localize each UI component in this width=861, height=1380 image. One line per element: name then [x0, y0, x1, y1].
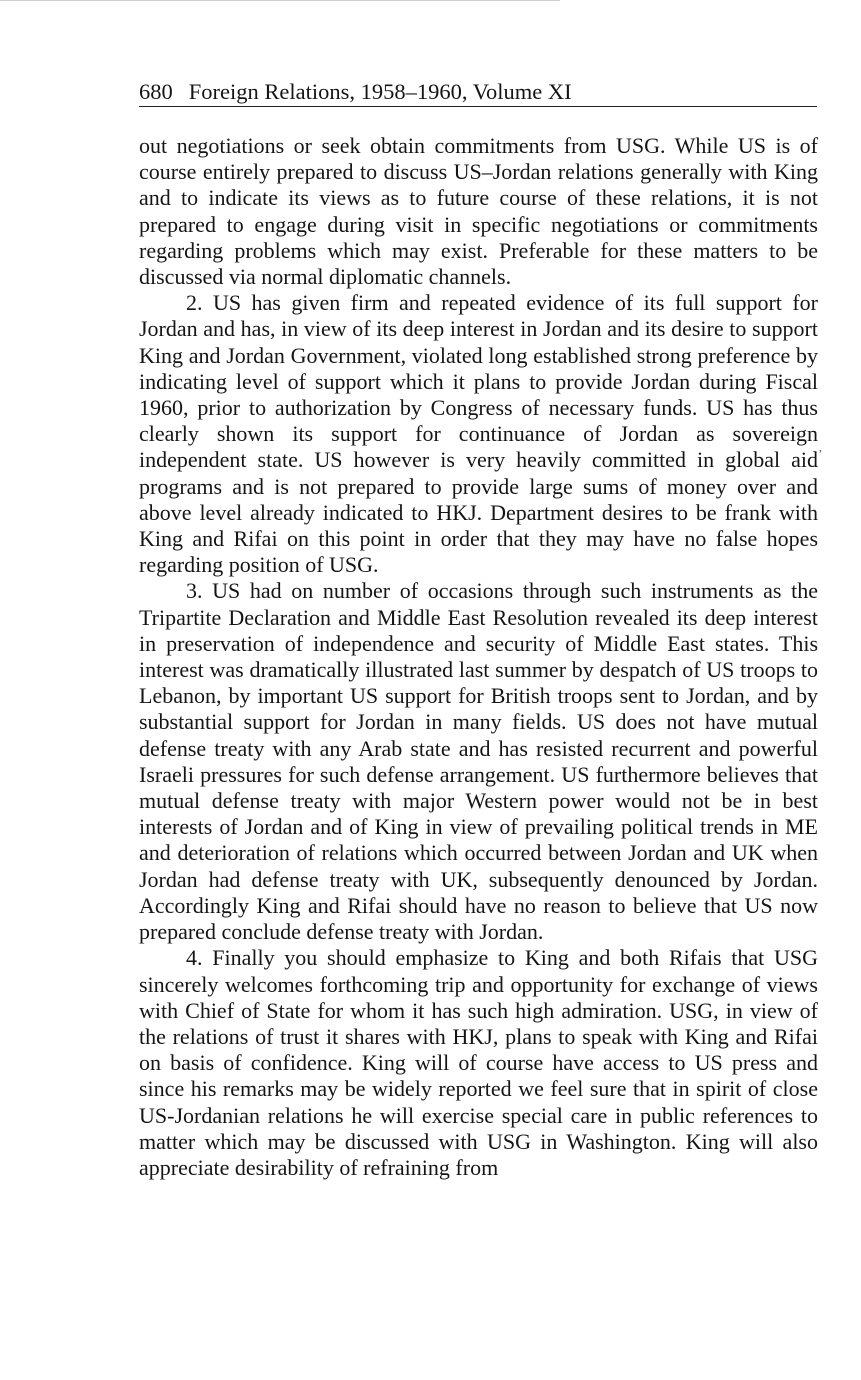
- page-number: 680: [139, 79, 173, 104]
- scan-edge-line: [0, 0, 560, 1]
- body-text: [139, 133, 818, 1181]
- volume-title: Foreign Relations, 1958–1960, Volume XI: [188, 79, 572, 104]
- paragraph-4: 4. Finally you should emphasize to King and both Rifais that USG sincerely welcomes forthcoming trip and opportunity for exchange of views with Chief of State for whom it has such high admiration. USG, in view of the relations of trust it shares with HKJ, plans to speak with King and Rifai on basis of confidence. King will of course have access to US press and since his remarks may be widely reported we feel sure that in spirit of close US-Jordanian relations he will exercise special care in public references to matter which may be discussed with USG in Washington. King will also appreciate desirability of refraining from: [139, 945, 818, 1180]
- paragraph-3: 3. US had on number of occasions through such instruments as the Tripartite Declaration and Middle East Resolution revealed its deep interest in preservation of independence and security of Middle East states. This interest was dramatically illustrated last summer by despatch of US troops to Lebanon, by important US support for British troops sent to Jordan, and by substantial support for Jordan in many fields. US does not have mutual defense treaty with any Arab state and has resisted recurrent and powerful Israeli pressures for such defense arrangement. US furthermore believes that mutual defense treaty with major Western power would not be in best interests of Jordan and of King in view of prevailing political trends in ME and deterioration of relations which occurred between Jordan and UK when Jordan had defense treaty with UK, subsequently denounced by Jordan. Accordingly King and Rifai should have no reason to believe that US now prepared conclude defense treaty with Jordan.: [139, 578, 818, 945]
- scan-artifact-mark: ,: [819, 440, 822, 454]
- paragraph-continuation: out negotiations or seek obtain commitments from USG. While US is of course entirely prepared to discuss US–Jordan relations generally with King and to indicate its views as to future course of these relations, it is not prepared to engage during visit in specific negotiations or commitments regarding problems which may exist. Preferable for these matters to be discussed via normal diplomatic channels.: [139, 133, 818, 290]
- running-header: [139, 78, 817, 107]
- paragraph-2: 2. US has given firm and repeated evidence of its full support for Jordan and has, in view of its deep interest in Jordan and its desire to support King and Jordan Government, violated long established strong preference by indicating level of support which it plans to provide Jordan during Fiscal 1960, prior to authorization by Congress of necessary funds. US has thus clearly shown its support for continuance of Jordan as sovereign independent state. US however is very heavily committed in global aid programs and is not prepared to provide large sums of money over and above level already indicated to HKJ. Department desires to be frank with King and Rifai on this point in order that they may have no false hopes regarding position of USG.: [139, 290, 818, 578]
